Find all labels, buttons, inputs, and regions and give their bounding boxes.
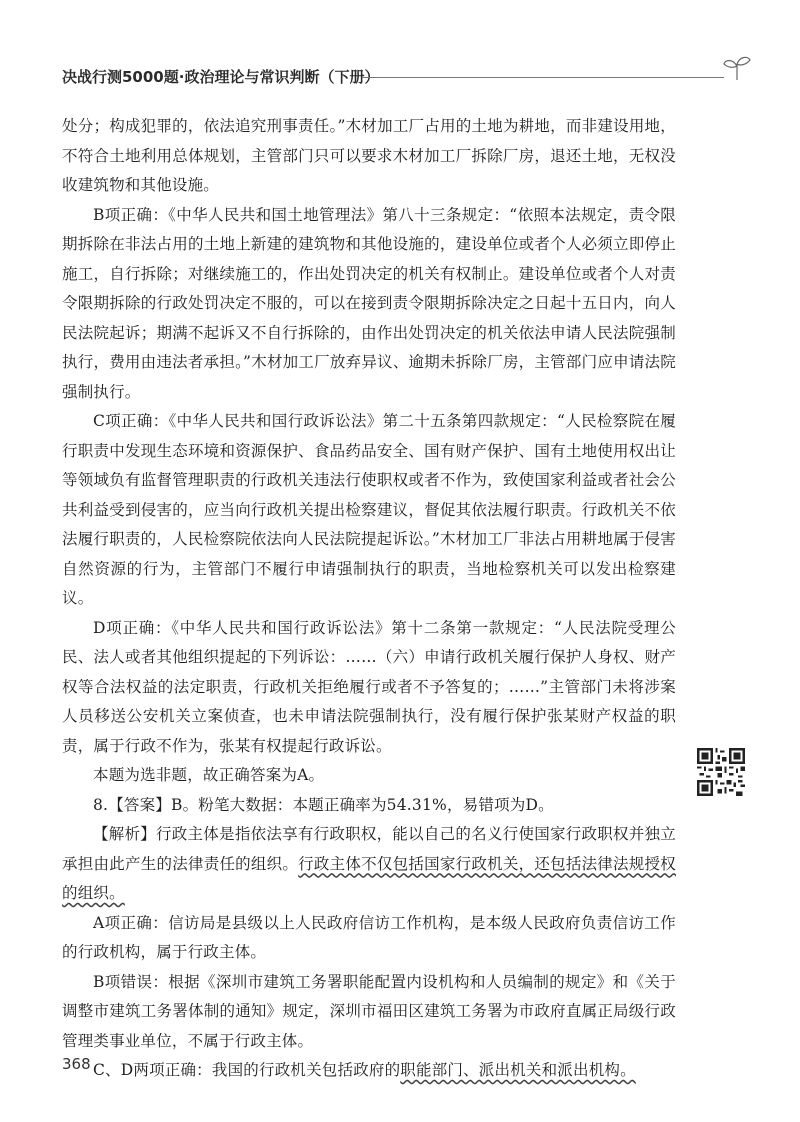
paragraph-conclusion: 本题为选非题，故正确答案为A。 [93,766,325,784]
page-header [62,60,752,90]
paragraph-option-b: B项正确：《中华人民共和国土地管理法》第八十三条规定：“依照本法规定，责令限期拆除在非法占用的土地上新建的建筑物和其他设施的，建设单位或者个人必须立即停止施工，自行拆除；对继续施工的，作出处罚决定的机关有权制止。建设单位或者个人对责令限期拆除的行政处罚决定不服的，可以在接到责令限期拆除决定之日起十五日内，向人民法院起诉；期满不起诉又不自行拆除的，由作出处罚决定的机关依法申请人民法院强制执行，费用由违法者承担。”木材加工厂放弃异议、逾期未拆除厂房，主管部门应申请法院强制执行。 [62,205,676,401]
book-title: 决战行测5000题·政治理论与常识判断（下册） [62,68,380,86]
page-number: 368 [62,1055,91,1073]
paragraph-option-d: D项正确：《中华人民共和国行政诉讼法》第十二条第一款规定：“人民法院受理公民、法人或者其他组织提起的下列诉讼：……（六）申请行政机关履行保护人身权、财产权等合法权益的法定职责，行政机关拒绝履行或者不予答复的；……”主管部门未将涉案人员移送公安机关立案侦查，也未申请法院强制执行，没有履行保护张某财产权益的职责，属于行政不作为，张某有权提起行政诉讼。 [62,618,676,755]
analysis-label: 【解析】 [93,825,157,843]
answer-line: 8.【答案】B。粉笔大数据：本题正确率为54.31%，易错项为D。 [93,795,554,814]
analysis-text: 行政主体是指依法享有行政职权，能以自己的名义行使国家行政职权并独立承担由此产生的法律责任的组织。 [62,825,676,873]
option-cd-text: C、D两项正确：我国的行政机关包括政府的 [93,1061,401,1079]
paragraph-option-c: C项正确：《中华人民共和国行政诉讼法》第二十五条第四款规定：“人民检察院在履行职责中发现生态环境和资源保护、食品药品安全、国有财产保护、国有土地使用权出让等领域负有监督管理职责的行政机关违法行使职权或者不作为，致使国家利益或者社会公共利益受到侵害的，应当向行政机关提出检察建议，督促其依法履行职责。行政机关不依法履行职责的，人民检察院依法向人民法院提起诉讼。”木材加工厂非法占用耕地属于侵害自然资源的行为，主管部门不履行申请强制执行的职责，当地检察机关可以发出检察建议。 [62,412,676,607]
analysis-emphasis: 行政主体不仅包括国家行政机关，还包括法律法规授权的组织。 [62,854,676,902]
option-b-explanation: B项错误：根据《深圳市建筑工务署职能配置内设机构和人员编制的规定》和《关于调整市建筑工务署体制的通知》规定，深圳市福田区建筑工务署为市政府直属正局级行政管理类事业单位，不属于行政主体。 [62,972,676,1050]
header-rule [362,77,724,78]
option-cd-explanation [62,1056,676,1086]
page-content [62,112,676,1086]
analysis-paragraph [62,820,676,909]
option-cd-emphasis: 职能部门、派出机关和派出机构。 [400,1061,636,1079]
qr-code-icon[interactable] [697,748,745,796]
option-a-explanation: A项正确：信访局是县级以上人民政府信访工作机构，是本级人民政府负责信访工作的行政机构，属于行政主体。 [62,913,676,961]
paragraph-continuation: 处分；构成犯罪的，依法追究刑事责任。”木材加工厂占用的土地为耕地，而非建设用地，不符合土地利用总体规划，主管部门只可以要求木材加工厂拆除厂房，退还土地，无权没收建筑物和其他设施。 [62,117,676,194]
leaf-sprout-icon [722,54,752,82]
